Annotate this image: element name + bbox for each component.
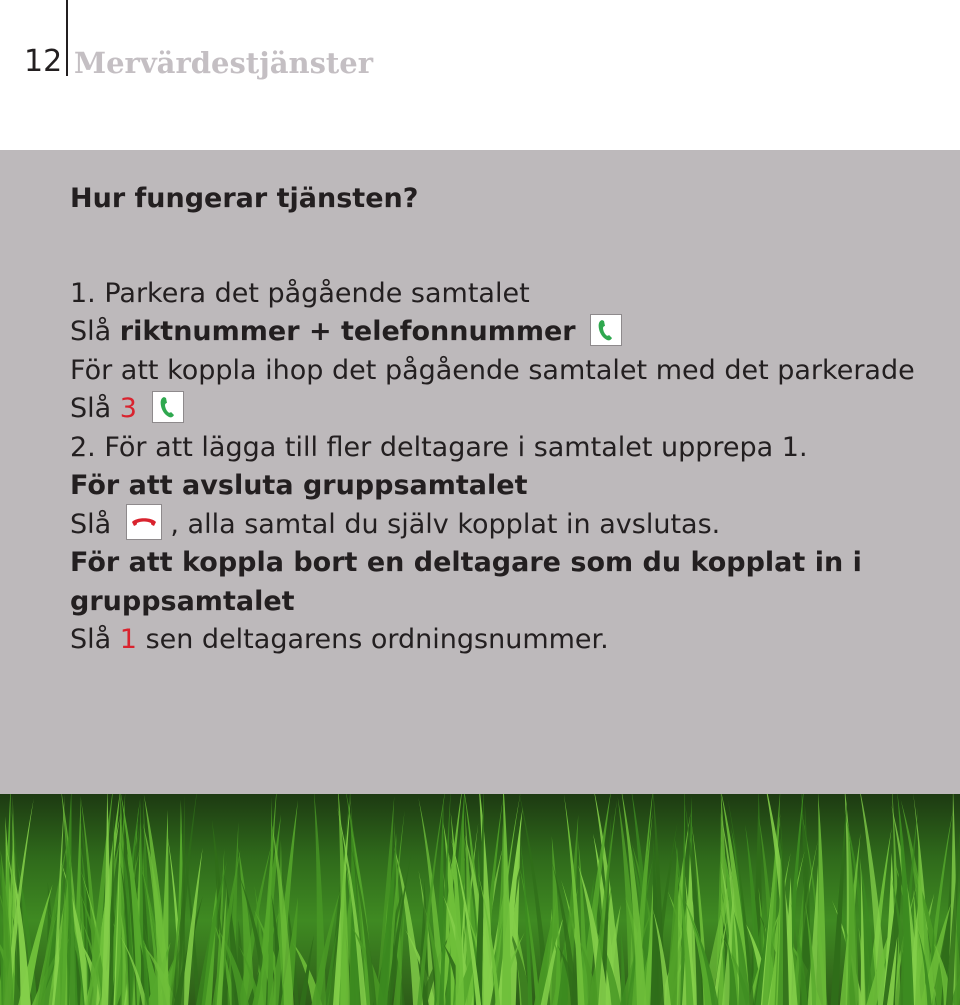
dial-digit-3: 3 bbox=[119, 393, 137, 424]
grass-blade bbox=[620, 930, 625, 1005]
end-group-heading: För att avsluta gruppsamtalet bbox=[70, 470, 528, 501]
remove-participant-text: sen deltagarens ordningsnummer. bbox=[145, 624, 609, 655]
page-header bbox=[0, 0, 960, 150]
step-2: 2. För att lägga till fler deltagare i samtalet upprepa 1. bbox=[70, 431, 808, 463]
end-call-key-icon bbox=[126, 504, 162, 540]
call-key-icon bbox=[152, 391, 184, 423]
remove-participant-line bbox=[70, 621, 950, 660]
dial-digit-1: 1 bbox=[119, 624, 137, 655]
call-key-icon bbox=[590, 314, 622, 346]
connect-text: För att koppla ihop det pågående samtalet med det parkerade bbox=[70, 354, 915, 386]
dial-prefix: Slå bbox=[70, 393, 112, 424]
grass-blade bbox=[314, 794, 326, 1005]
step-1: 1. Parkera det pågående samtalet bbox=[70, 277, 530, 309]
grass-image bbox=[0, 794, 960, 1005]
dial-prefix: Slå bbox=[70, 508, 112, 540]
dial-number-line bbox=[70, 313, 950, 352]
end-group-text: , alla samtal du själv kopplat in avslutas. bbox=[170, 508, 721, 540]
dial-prefix: Slå bbox=[70, 316, 112, 347]
remove-participant-heading-2: gruppsamtalet bbox=[70, 585, 295, 617]
dial-instruction: riktnummer + telefonnummer bbox=[119, 316, 576, 347]
remove-participant-heading-1: För att koppla bort en deltagare som du kopplat in i bbox=[70, 547, 862, 578]
section-title: Mervärdestjänster bbox=[74, 46, 374, 80]
header-divider bbox=[66, 0, 68, 76]
dial-3-line bbox=[70, 390, 950, 429]
page-number: 12 bbox=[24, 44, 63, 79]
dial-prefix: Slå bbox=[70, 624, 112, 655]
end-group-line bbox=[70, 506, 950, 545]
instructions bbox=[70, 180, 950, 660]
instructions-heading: Hur fungerar tjänsten? bbox=[70, 183, 419, 214]
